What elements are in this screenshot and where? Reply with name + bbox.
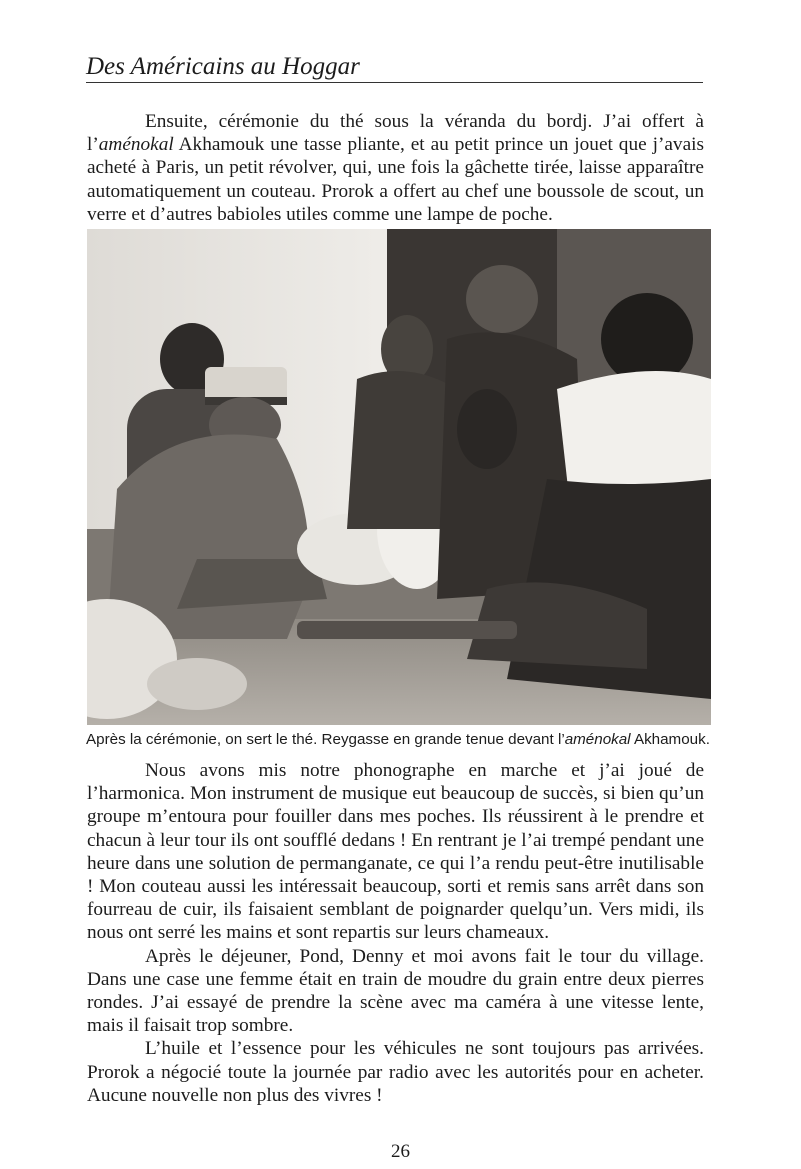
body-text-top <box>87 110 704 226</box>
caption-italic-term: aménokal <box>564 731 631 748</box>
paragraph <box>87 110 704 226</box>
page-number: 26 <box>391 1141 410 1162</box>
photo-illustration <box>87 229 711 725</box>
paragraph: Nous avons mis notre phonographe en marche et j’ai joué de l’harmonica. Mon instrument de musique eut beaucoup de succès, si bien qu’un groupe m’entoura pour fouiller dans mes poches. Ils réussirent à le prendre et chacun à leur tour ils ont soufflé dedans ! En rentrant je l’ai trempé pendant une heure dans une solution de permanganate, ce qui l’a rendu peut-être inutilisable ! Mon couteau aussi les intéressait beaucoup, sorti et remis sans arrêt dans son fourreau de cuir, ils faisaient semblant de poignarder quelqu’un. Vers midi, ils nous ont serré les mains et sont repartis sur leurs chameaux. <box>87 760 704 944</box>
header-rule <box>86 82 703 83</box>
paragraph: Après le déjeuner, Pond, Denny et moi avons fait le tour du village. Dans une case une femme était en train de moudre du grain entre deux pierres rondes. J’ai essayé de prendre la scène avec ma caméra à une vitesse lente, mais il faisait trop sombre. <box>87 945 704 1037</box>
photograph <box>87 229 711 725</box>
caption-text: Après la cérémonie, on sert le thé. Reygasse en grande tenue devant l’ <box>86 731 565 748</box>
paragraph: L’huile et l’essence pour les véhicules ne sont toujours pas arrivées. Prorok a négocié toute la journée par radio avec les autorités pour en acheter. Aucune nouvelle non plus des vivres ! <box>87 1038 704 1106</box>
text-run: Akhamouk une tasse pliante, et au petit prince un jouet que j’avais acheté à Paris, un petit révolver, qui, une fois la gâchette tirée, laisse apparaître automatiquement un couteau. Prorok a offert au chef une boussole de scout, un verre et d’autres babioles utiles comme une lampe de poche. <box>87 134 704 225</box>
italic-term: aménokal <box>98 134 174 156</box>
photo-caption <box>86 730 726 750</box>
body-text-bottom <box>87 759 704 1107</box>
caption-text-end: Akhamouk. <box>630 731 710 748</box>
running-title: Des Américains au Hoggar <box>86 53 360 80</box>
text-run: Ensuite, cérémonie du thé sous la véranda du bordj. J’ai offert à l’ <box>87 111 704 156</box>
